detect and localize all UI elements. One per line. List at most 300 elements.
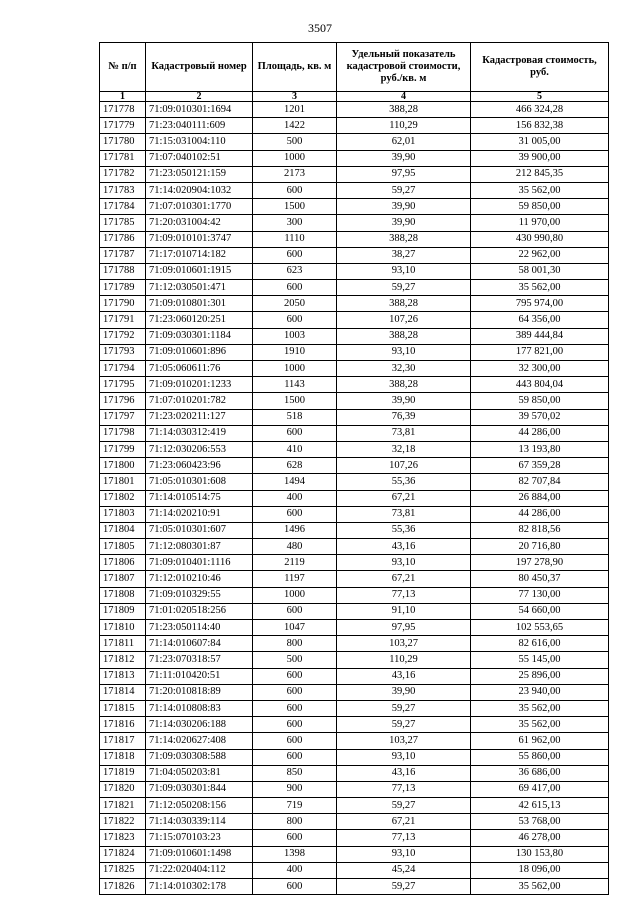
cadastral-number-cell: 71:05:060611:76 (146, 361, 253, 377)
table-row (100, 263, 609, 279)
cadastral-value-cell: 35 562,00 (471, 879, 609, 895)
table-row (100, 522, 609, 538)
cadastral-number-cell: 71:23:060120:251 (146, 312, 253, 328)
header-cadastral-number: Кадастровый номер (146, 43, 253, 92)
specific-value-cell: 388,28 (337, 328, 471, 344)
specific-value-cell: 59,27 (337, 717, 471, 733)
table-header (100, 43, 609, 102)
table-row (100, 361, 609, 377)
area-cell: 800 (253, 636, 337, 652)
specific-value-cell: 107,26 (337, 458, 471, 474)
specific-value-cell: 97,95 (337, 166, 471, 182)
area-cell: 1500 (253, 199, 337, 215)
row-number-cell: 171791 (100, 312, 146, 328)
specific-value-cell: 39,90 (337, 684, 471, 700)
specific-value-cell: 91,10 (337, 603, 471, 619)
area-cell: 800 (253, 814, 337, 830)
row-number-cell: 171809 (100, 603, 146, 619)
column-number: 5 (471, 92, 609, 102)
row-number-cell: 171810 (100, 620, 146, 636)
specific-value-cell: 76,39 (337, 409, 471, 425)
cadastral-value-cell: 443 804,04 (471, 377, 609, 393)
table-row (100, 846, 609, 862)
cadastral-number-cell: 71:14:030312:419 (146, 425, 253, 441)
cadastral-number-cell: 71:20:010818:89 (146, 684, 253, 700)
row-number-cell: 171812 (100, 652, 146, 668)
header-row-number: № п/п (100, 43, 146, 92)
area-cell: 518 (253, 409, 337, 425)
row-number-cell: 171800 (100, 458, 146, 474)
area-cell: 1910 (253, 344, 337, 360)
row-number-cell: 171785 (100, 215, 146, 231)
cadastral-number-cell: 71:14:020904:1032 (146, 182, 253, 198)
area-cell: 1000 (253, 587, 337, 603)
cadastral-value-table (99, 42, 609, 895)
row-number-cell: 171811 (100, 636, 146, 652)
area-cell: 850 (253, 765, 337, 781)
cadastral-value-cell: 11 970,00 (471, 215, 609, 231)
specific-value-cell: 97,95 (337, 620, 471, 636)
table-row (100, 409, 609, 425)
area-cell: 480 (253, 539, 337, 555)
specific-value-cell: 39,90 (337, 215, 471, 231)
specific-value-cell: 39,90 (337, 393, 471, 409)
cadastral-number-cell: 71:14:030339:114 (146, 814, 253, 830)
cadastral-number-cell: 71:09:030301:1184 (146, 328, 253, 344)
specific-value-cell: 388,28 (337, 231, 471, 247)
specific-value-cell: 39,90 (337, 199, 471, 215)
row-number-cell: 171802 (100, 490, 146, 506)
specific-value-cell: 77,13 (337, 781, 471, 797)
table-row (100, 458, 609, 474)
cadastral-value-cell: 82 818,56 (471, 522, 609, 538)
area-cell: 600 (253, 280, 337, 296)
cadastral-value-cell: 35 562,00 (471, 182, 609, 198)
table-row (100, 652, 609, 668)
specific-value-cell: 59,27 (337, 879, 471, 895)
row-number-cell: 171787 (100, 247, 146, 263)
table-row (100, 425, 609, 441)
specific-value-cell: 107,26 (337, 312, 471, 328)
cadastral-value-cell: 130 153,80 (471, 846, 609, 862)
table-row (100, 441, 609, 457)
table-row (100, 280, 609, 296)
table-row (100, 668, 609, 684)
row-number-cell: 171817 (100, 733, 146, 749)
cadastral-value-cell: 466 324,28 (471, 102, 609, 118)
area-cell: 400 (253, 490, 337, 506)
cadastral-number-cell: 71:23:050114:40 (146, 620, 253, 636)
area-cell: 1000 (253, 150, 337, 166)
table-row (100, 814, 609, 830)
cadastral-value-cell: 53 768,00 (471, 814, 609, 830)
cadastral-value-cell: 13 193,80 (471, 441, 609, 457)
cadastral-value-cell: 25 896,00 (471, 668, 609, 684)
cadastral-number-cell: 71:14:020210:91 (146, 506, 253, 522)
specific-value-cell: 59,27 (337, 182, 471, 198)
row-number-cell: 171826 (100, 879, 146, 895)
header-cadastral-value: Кадастровая стоимость, руб. (471, 43, 609, 92)
cadastral-value-cell: 35 562,00 (471, 280, 609, 296)
row-number-cell: 171806 (100, 555, 146, 571)
column-number: 3 (253, 92, 337, 102)
area-cell: 1398 (253, 846, 337, 862)
area-cell: 600 (253, 700, 337, 716)
table-row (100, 328, 609, 344)
cadastral-value-cell: 36 686,00 (471, 765, 609, 781)
row-number-cell: 171794 (100, 361, 146, 377)
cadastral-value-cell: 26 884,00 (471, 490, 609, 506)
row-number-cell: 171822 (100, 814, 146, 830)
area-cell: 500 (253, 652, 337, 668)
specific-value-cell: 388,28 (337, 102, 471, 118)
cadastral-value-cell: 46 278,00 (471, 830, 609, 846)
table-row (100, 749, 609, 765)
area-cell: 1201 (253, 102, 337, 118)
table-row (100, 684, 609, 700)
specific-value-cell: 67,21 (337, 571, 471, 587)
row-number-cell: 171805 (100, 539, 146, 555)
row-number-cell: 171783 (100, 182, 146, 198)
area-cell: 600 (253, 603, 337, 619)
specific-value-cell: 55,36 (337, 474, 471, 490)
cadastral-value-cell: 59 850,00 (471, 393, 609, 409)
cadastral-value-cell: 212 845,35 (471, 166, 609, 182)
cadastral-value-cell: 80 450,37 (471, 571, 609, 587)
cadastral-value-cell: 430 990,80 (471, 231, 609, 247)
area-cell: 719 (253, 798, 337, 814)
cadastral-value-cell: 39 570,02 (471, 409, 609, 425)
area-cell: 2050 (253, 296, 337, 312)
row-number-cell: 171818 (100, 749, 146, 765)
cadastral-number-cell: 71:12:050208:156 (146, 798, 253, 814)
row-number-cell: 171816 (100, 717, 146, 733)
row-number-cell: 171813 (100, 668, 146, 684)
row-number-cell: 171824 (100, 846, 146, 862)
row-number-cell: 171815 (100, 700, 146, 716)
table-row (100, 798, 609, 814)
area-cell: 623 (253, 263, 337, 279)
row-number-cell: 171782 (100, 166, 146, 182)
area-cell: 1003 (253, 328, 337, 344)
cadastral-number-cell: 71:14:010302:178 (146, 879, 253, 895)
specific-value-cell: 93,10 (337, 555, 471, 571)
cadastral-value-cell: 77 130,00 (471, 587, 609, 603)
row-number-cell: 171808 (100, 587, 146, 603)
table-row (100, 765, 609, 781)
row-number-cell: 171793 (100, 344, 146, 360)
cadastral-number-cell: 71:11:010420:51 (146, 668, 253, 684)
specific-value-cell: 73,81 (337, 425, 471, 441)
cadastral-value-cell: 55 860,00 (471, 749, 609, 765)
specific-value-cell: 67,21 (337, 814, 471, 830)
cadastral-number-cell: 71:15:070103:23 (146, 830, 253, 846)
table-row (100, 733, 609, 749)
cadastral-number-cell: 71:14:010514:75 (146, 490, 253, 506)
row-number-cell: 171819 (100, 765, 146, 781)
cadastral-number-cell: 71:04:050203:81 (146, 765, 253, 781)
specific-value-cell: 103,27 (337, 636, 471, 652)
area-cell: 600 (253, 506, 337, 522)
specific-value-cell: 38,27 (337, 247, 471, 263)
cadastral-number-cell: 71:09:010201:1233 (146, 377, 253, 393)
row-number-cell: 171792 (100, 328, 146, 344)
area-cell: 900 (253, 781, 337, 797)
cadastral-value-cell: 64 356,00 (471, 312, 609, 328)
table-row (100, 506, 609, 522)
table-row (100, 781, 609, 797)
cadastral-value-cell: 22 962,00 (471, 247, 609, 263)
table-row (100, 199, 609, 215)
header-area: Площадь, кв. м (253, 43, 337, 92)
table-row (100, 636, 609, 652)
specific-value-cell: 93,10 (337, 846, 471, 862)
table-row (100, 587, 609, 603)
cadastral-number-cell: 71:12:080301:87 (146, 539, 253, 555)
area-cell: 600 (253, 717, 337, 733)
table-row (100, 700, 609, 716)
cadastral-number-cell: 71:20:031004:42 (146, 215, 253, 231)
area-cell: 1422 (253, 118, 337, 134)
row-number-cell: 171795 (100, 377, 146, 393)
cadastral-number-cell: 71:23:060423:96 (146, 458, 253, 474)
area-cell: 1494 (253, 474, 337, 490)
cadastral-number-cell: 71:23:050121:159 (146, 166, 253, 182)
table-row (100, 717, 609, 733)
table-row (100, 474, 609, 490)
area-cell: 500 (253, 134, 337, 150)
cadastral-number-cell: 71:09:010329:55 (146, 587, 253, 603)
cadastral-number-cell: 71:09:010601:1498 (146, 846, 253, 862)
row-number-cell: 171781 (100, 150, 146, 166)
specific-value-cell: 77,13 (337, 830, 471, 846)
specific-value-cell: 62,01 (337, 134, 471, 150)
cadastral-number-cell: 71:01:020518:256 (146, 603, 253, 619)
cadastral-value-cell: 82 707,84 (471, 474, 609, 490)
cadastral-value-cell: 31 005,00 (471, 134, 609, 150)
specific-value-cell: 59,27 (337, 798, 471, 814)
table-row (100, 862, 609, 878)
cadastral-number-cell: 71:15:031004:110 (146, 134, 253, 150)
area-cell: 1047 (253, 620, 337, 636)
row-number-cell: 171814 (100, 684, 146, 700)
row-number-cell: 171779 (100, 118, 146, 134)
cadastral-number-cell: 71:14:020627:408 (146, 733, 253, 749)
table-row (100, 830, 609, 846)
area-cell: 628 (253, 458, 337, 474)
area-cell: 1000 (253, 361, 337, 377)
table-row (100, 620, 609, 636)
area-cell: 600 (253, 684, 337, 700)
table-row (100, 231, 609, 247)
cadastral-value-cell: 55 145,00 (471, 652, 609, 668)
table-row (100, 166, 609, 182)
table-row (100, 102, 609, 118)
table-row (100, 344, 609, 360)
table-row (100, 555, 609, 571)
table-row (100, 118, 609, 134)
cadastral-value-cell: 18 096,00 (471, 862, 609, 878)
table-row (100, 571, 609, 587)
area-cell: 600 (253, 182, 337, 198)
area-cell: 600 (253, 733, 337, 749)
cadastral-number-cell: 71:14:030206:188 (146, 717, 253, 733)
area-cell: 600 (253, 247, 337, 263)
cadastral-value-cell: 58 001,30 (471, 263, 609, 279)
table-row (100, 393, 609, 409)
row-number-cell: 171799 (100, 441, 146, 457)
specific-value-cell: 32,30 (337, 361, 471, 377)
cadastral-number-cell: 71:09:010301:1694 (146, 102, 253, 118)
cadastral-number-cell: 71:09:030308:588 (146, 749, 253, 765)
cadastral-number-cell: 71:23:040111:609 (146, 118, 253, 134)
cadastral-number-cell: 71:12:010210:46 (146, 571, 253, 587)
cadastral-value-cell: 35 562,00 (471, 700, 609, 716)
row-number-cell: 171789 (100, 280, 146, 296)
cadastral-value-cell: 69 417,00 (471, 781, 609, 797)
cadastral-value-cell: 67 359,28 (471, 458, 609, 474)
cadastral-value-cell: 54 660,00 (471, 603, 609, 619)
cadastral-number-cell: 71:12:030501:471 (146, 280, 253, 296)
area-cell: 1143 (253, 377, 337, 393)
column-number: 4 (337, 92, 471, 102)
cadastral-number-cell: 71:07:010201:782 (146, 393, 253, 409)
specific-value-cell: 55,36 (337, 522, 471, 538)
specific-value-cell: 43,16 (337, 668, 471, 684)
cadastral-value-cell: 39 900,00 (471, 150, 609, 166)
table-body (100, 102, 609, 895)
specific-value-cell: 59,27 (337, 700, 471, 716)
table-row (100, 312, 609, 328)
cadastral-value-cell: 42 615,13 (471, 798, 609, 814)
row-number-cell: 171784 (100, 199, 146, 215)
cadastral-number-cell: 71:09:010801:301 (146, 296, 253, 312)
cadastral-number-cell: 71:07:040102:51 (146, 150, 253, 166)
specific-value-cell: 73,81 (337, 506, 471, 522)
cadastral-number-cell: 71:09:010401:1116 (146, 555, 253, 571)
cadastral-value-cell: 59 850,00 (471, 199, 609, 215)
cadastral-value-cell: 102 553,65 (471, 620, 609, 636)
cadastral-value-cell: 389 444,84 (471, 328, 609, 344)
row-number-cell: 171798 (100, 425, 146, 441)
table-row (100, 490, 609, 506)
area-cell: 1197 (253, 571, 337, 587)
cadastral-value-cell: 32 300,00 (471, 361, 609, 377)
specific-value-cell: 93,10 (337, 749, 471, 765)
area-cell: 1496 (253, 522, 337, 538)
specific-value-cell: 110,29 (337, 118, 471, 134)
row-number-cell: 171797 (100, 409, 146, 425)
area-cell: 1110 (253, 231, 337, 247)
row-number-cell: 171820 (100, 781, 146, 797)
cadastral-number-cell: 71:09:030301:844 (146, 781, 253, 797)
table-row (100, 377, 609, 393)
area-cell: 600 (253, 749, 337, 765)
area-cell: 2119 (253, 555, 337, 571)
specific-value-cell: 43,16 (337, 765, 471, 781)
cadastral-value-cell: 23 940,00 (471, 684, 609, 700)
specific-value-cell: 93,10 (337, 344, 471, 360)
row-number-cell: 171780 (100, 134, 146, 150)
specific-value-cell: 43,16 (337, 539, 471, 555)
table-row (100, 215, 609, 231)
cadastral-number-cell: 71:07:010301:1770 (146, 199, 253, 215)
area-cell: 600 (253, 879, 337, 895)
cadastral-number-cell: 71:05:010301:607 (146, 522, 253, 538)
row-number-cell: 171788 (100, 263, 146, 279)
specific-value-cell: 93,10 (337, 263, 471, 279)
cadastral-number-cell: 71:17:010714:182 (146, 247, 253, 263)
row-number-cell: 171790 (100, 296, 146, 312)
table-row (100, 150, 609, 166)
cadastral-value-cell: 177 821,00 (471, 344, 609, 360)
cadastral-number-cell: 71:09:010601:1915 (146, 263, 253, 279)
specific-value-cell: 59,27 (337, 280, 471, 296)
row-number-cell: 171825 (100, 862, 146, 878)
specific-value-cell: 77,13 (337, 587, 471, 603)
area-cell: 600 (253, 425, 337, 441)
cadastral-number-cell: 71:14:010607:84 (146, 636, 253, 652)
row-number-cell: 171804 (100, 522, 146, 538)
table-row (100, 879, 609, 895)
cadastral-value-cell: 20 716,80 (471, 539, 609, 555)
table-row (100, 603, 609, 619)
area-cell: 2173 (253, 166, 337, 182)
cadastral-value-cell: 156 832,38 (471, 118, 609, 134)
cadastral-value-cell: 795 974,00 (471, 296, 609, 312)
row-number-cell: 171801 (100, 474, 146, 490)
area-cell: 300 (253, 215, 337, 231)
page-number: 3507 (308, 21, 332, 35)
specific-value-cell: 388,28 (337, 296, 471, 312)
cadastral-value-cell: 61 962,00 (471, 733, 609, 749)
area-cell: 600 (253, 668, 337, 684)
cadastral-value-cell: 197 278,90 (471, 555, 609, 571)
specific-value-cell: 39,90 (337, 150, 471, 166)
cadastral-value-cell: 82 616,00 (471, 636, 609, 652)
cadastral-number-cell: 71:09:010601:896 (146, 344, 253, 360)
cadastral-number-cell: 71:22:020404:112 (146, 862, 253, 878)
table-row (100, 134, 609, 150)
table-row (100, 539, 609, 555)
area-cell: 1500 (253, 393, 337, 409)
table-row (100, 247, 609, 263)
cadastral-number-cell: 71:23:070318:57 (146, 652, 253, 668)
row-number-cell: 171821 (100, 798, 146, 814)
column-number: 2 (146, 92, 253, 102)
area-cell: 400 (253, 862, 337, 878)
row-number-cell: 171807 (100, 571, 146, 587)
specific-value-cell: 45,24 (337, 862, 471, 878)
cadastral-number-cell: 71:14:010808:83 (146, 700, 253, 716)
specific-value-cell: 103,27 (337, 733, 471, 749)
cadastral-number-cell: 71:12:030206:553 (146, 441, 253, 457)
cadastral-number-cell: 71:23:020211:127 (146, 409, 253, 425)
row-number-cell: 171778 (100, 102, 146, 118)
area-cell: 600 (253, 830, 337, 846)
column-number: 1 (100, 92, 146, 102)
specific-value-cell: 110,29 (337, 652, 471, 668)
row-number-cell: 171803 (100, 506, 146, 522)
area-cell: 600 (253, 312, 337, 328)
cadastral-number-cell: 71:09:010101:3747 (146, 231, 253, 247)
specific-value-cell: 388,28 (337, 377, 471, 393)
cadastral-value-cell: 44 286,00 (471, 425, 609, 441)
area-cell: 410 (253, 441, 337, 457)
specific-value-cell: 32,18 (337, 441, 471, 457)
cadastral-number-cell: 71:05:010301:608 (146, 474, 253, 490)
row-number-cell: 171796 (100, 393, 146, 409)
